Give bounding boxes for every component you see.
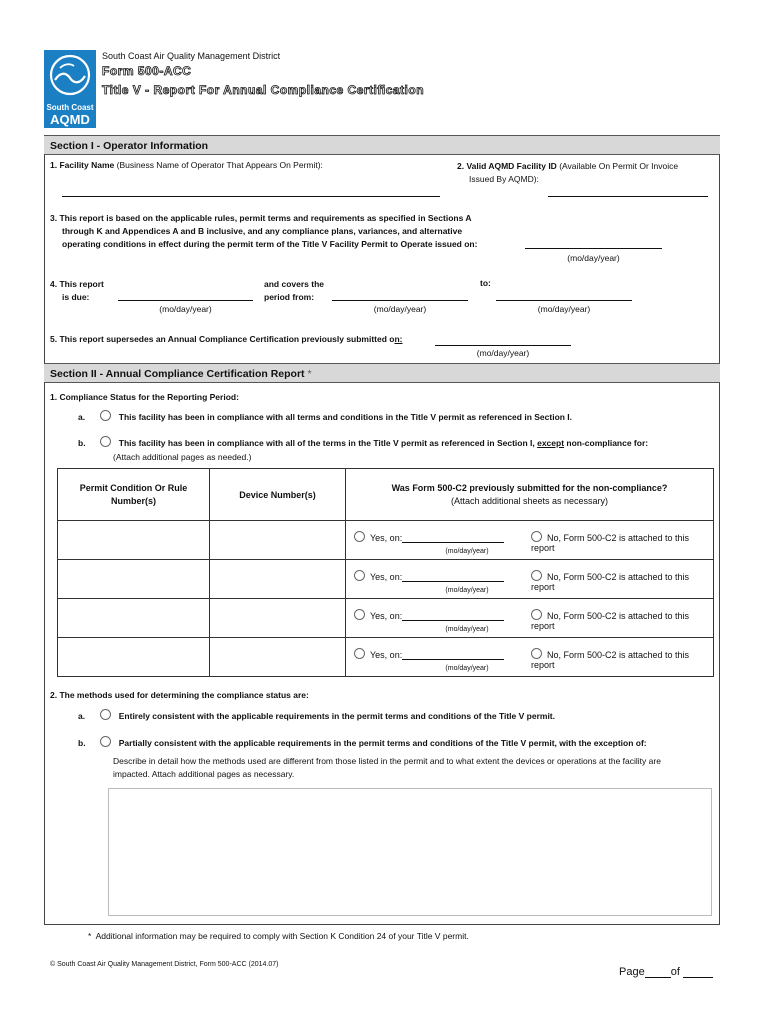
q4-to-label: to: — [480, 278, 491, 288]
yes-option[interactable]: Yes, on: — [354, 609, 504, 621]
period-to-hint: (mo/day/year) — [537, 304, 591, 314]
device-number-cell[interactable] — [210, 638, 346, 677]
yes-radio[interactable] — [354, 648, 365, 659]
col-header-device-numbers: Device Number(s) — [210, 469, 346, 521]
yes-date-field[interactable] — [402, 610, 504, 621]
yes-date-hint: (mo/day/year) — [445, 548, 489, 555]
copyright: © South Coast Air Quality Management District, Form 500-ACC (2014.07) — [50, 961, 279, 968]
table-row — [58, 599, 714, 638]
no-option[interactable]: No, Form 500-C2 is attached to this report — [531, 650, 690, 670]
s2-q2-label: 2. The methods used for determining the compliance status are: — [50, 690, 309, 700]
method-b-description: Describe in detail how the methods used are different from those listed in the permit and to what extent the devices or operations at the facility are impacted. Attach additional pages as necessary. — [113, 756, 661, 779]
yes-date-hint: (mo/day/year) — [445, 626, 489, 633]
method-option-b[interactable]: b. Partially consistent with the applicable requirements in the permit terms and conditions of the Title V permit, with the exception of: — [78, 738, 647, 748]
page-current-field[interactable] — [645, 967, 671, 978]
method-b-letter: b. — [78, 738, 86, 748]
yes-radio[interactable] — [354, 570, 365, 581]
yes-date-hint: (mo/day/year) — [445, 587, 489, 594]
compliance-option-b[interactable]: b. This facility has been in compliance with all of the terms in the Title V permit as referenced in Section I, except non-compliance for: (Attach additional pages as needed.) — [78, 438, 649, 462]
no-option[interactable]: No, Form 500-C2 is attached to this report — [531, 533, 690, 553]
period-from-field[interactable] — [332, 300, 468, 301]
due-date-field[interactable] — [118, 300, 253, 301]
option-a-radio[interactable] — [100, 410, 111, 421]
no-radio[interactable] — [531, 609, 542, 620]
submission-cell — [346, 521, 714, 560]
permit-issued-date-hint: (mo/day/year) — [567, 253, 620, 263]
yes-date-field[interactable] — [402, 532, 504, 543]
org-line: South Coast Air Quality Management District — [102, 51, 281, 61]
submission-cell — [346, 560, 714, 599]
method-a-letter: a. — [78, 711, 86, 721]
col-header-permit-condition: Permit Condition Or Rule Number(s) — [58, 469, 210, 521]
permit-condition-cell[interactable] — [58, 599, 210, 638]
aqmd-logo — [44, 50, 96, 128]
table-row — [58, 560, 714, 599]
form-subtitle: Title V - Report For Annual Compliance Certification — [102, 83, 425, 97]
q1-facility-name: 1. Facility Name (Business Name of Operator That Appears On Permit): — [50, 160, 323, 170]
due-date-hint: (mo/day/year) — [159, 304, 212, 314]
method-option-a[interactable]: a. Entirely consistent with the applicable requirements in the permit terms and conditions of the Title V permit. — [78, 711, 556, 721]
q4-covers-label: and covers the period from: — [264, 279, 324, 302]
footer-note: * Additional information may be required to comply with Section K Condition 24 of your Title V permit. — [88, 931, 469, 941]
method-exception-textarea[interactable] — [108, 788, 712, 916]
no-option[interactable]: No, Form 500-C2 is attached to this report — [531, 611, 690, 631]
yes-option[interactable]: Yes, on: — [354, 531, 504, 543]
q5-text: 5. This report supersedes an Annual Compliance Certification previously submitted on: — [50, 334, 403, 344]
superseded-date-field[interactable] — [435, 345, 571, 346]
page-total-field[interactable] — [683, 967, 713, 978]
q2-facility-id: 2. Valid AQMD Facility ID (Available On Permit Or Invoice Issued By AQMD): — [457, 161, 679, 184]
method-b-radio[interactable] — [100, 736, 111, 747]
option-b-letter: b. — [78, 438, 86, 448]
q4-due-label: 4. This report is due: — [50, 279, 104, 302]
aqmd-logo-icon — [44, 50, 96, 102]
facility-name-field[interactable] — [62, 196, 440, 197]
yes-radio[interactable] — [354, 531, 365, 542]
permit-condition-cell[interactable] — [58, 560, 210, 599]
yes-option[interactable]: Yes, on: — [354, 570, 504, 582]
no-radio[interactable] — [531, 648, 542, 659]
page-number: Page of — [619, 966, 713, 978]
yes-date-hint: (mo/day/year) — [445, 665, 489, 672]
permit-condition-cell[interactable] — [58, 638, 210, 677]
period-to-field[interactable] — [496, 300, 632, 301]
section1-header: Section I - Operator Information — [44, 135, 720, 155]
superseded-date-hint: (mo/day/year) — [476, 348, 530, 358]
logo-text-1: South Coast — [46, 103, 94, 112]
logo-text-2: AQMD — [50, 112, 90, 127]
device-number-cell[interactable] — [210, 599, 346, 638]
permit-condition-cell[interactable] — [58, 521, 210, 560]
no-radio[interactable] — [531, 531, 542, 542]
device-number-cell[interactable] — [210, 521, 346, 560]
table-row — [58, 638, 714, 677]
permit-issued-date-field[interactable] — [525, 248, 662, 249]
compliance-option-a[interactable]: a. This facility has been in compliance with all terms and conditions in the Title V permit as referenced in Section I. — [78, 412, 573, 422]
period-from-hint: (mo/day/year) — [373, 304, 427, 314]
method-a-radio[interactable] — [100, 709, 111, 720]
option-a-letter: a. — [78, 412, 86, 422]
q3-text: 3. This report is based on the applicable rules, permit terms and requirements as specified in Sections A through K and Appendices A and B inclusive, and any compliance plans, variances, and alternative operating conditions in effect during the permit term of the Title V Facility Permit to Operate issued on: — [50, 213, 478, 249]
s2-q1-label: 1. Compliance Status for the Reporting Period: — [50, 392, 239, 402]
submission-cell — [346, 599, 714, 638]
option-b-radio[interactable] — [100, 436, 111, 447]
yes-radio[interactable] — [354, 609, 365, 620]
no-option[interactable]: No, Form 500-C2 is attached to this report — [531, 572, 690, 592]
facility-id-field[interactable] — [548, 196, 708, 197]
section2-header: Section II - Annual Compliance Certification Report * — [44, 363, 720, 383]
submission-cell — [346, 638, 714, 677]
noncompliance-table — [57, 468, 714, 677]
form-title: Form 500-ACC — [102, 64, 192, 78]
no-radio[interactable] — [531, 570, 542, 581]
col-header-form-submitted: Was Form 500-C2 previously submitted for the non-compliance? (Attach additional sheets as necessary) — [346, 469, 714, 521]
yes-date-field[interactable] — [402, 571, 504, 582]
device-number-cell[interactable] — [210, 560, 346, 599]
table-row — [58, 521, 714, 560]
yes-date-field[interactable] — [402, 649, 504, 660]
yes-option[interactable]: Yes, on: — [354, 648, 504, 660]
